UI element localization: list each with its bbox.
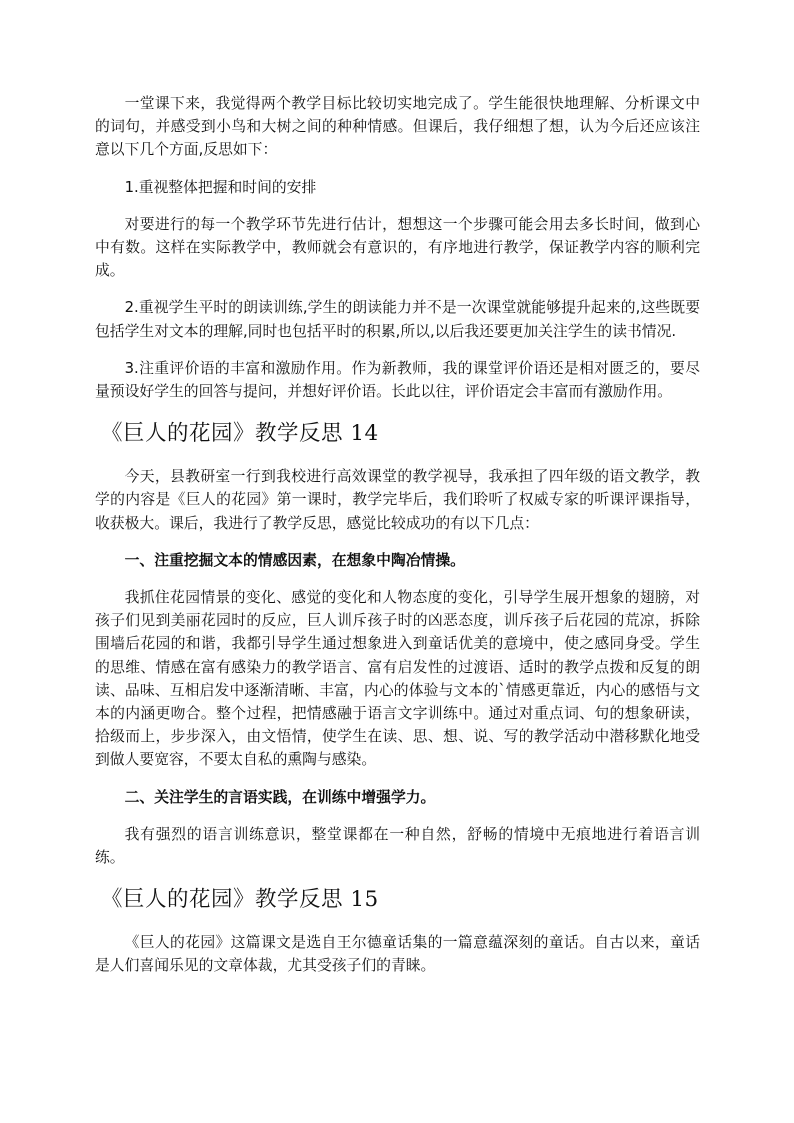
section-15-intro: 《巨人的花园》这篇课文是选自王尔德童话集的一篇意蕴深刻的童话。自古以来，童话是人们喜闻乐见的文章体裁，尤其受孩子们的青睐。 [95, 934, 700, 975]
paragraph-summary: 一堂课下来，我觉得两个教学目标比较切实地完成了。学生能很快地理解、分析课文中的词句，并感受到小鸟和大树之间的种种情感。但课后，我仔细想了想，认为今后还应该注意以下几个方面,反思如下： [95, 95, 700, 159]
section-14-intro: 今天，县教研室一行到我校进行高效课堂的教学视导，我承担了四年级的语文教学，教学的内容是《巨人的花园》第一课时，教学完毕后，我们聆听了权威专家的听课评课指导，收获极大。课后，我进行了教学反思，感觉比较成功的有以下几点： [95, 468, 700, 532]
section-14-point-2-heading: 二、关注学生的言语实践，在训练中增强学力。 [124, 788, 436, 806]
paragraph-point-2: 2.重视学生平时的朗读训练,学生的朗读能力并不是一次课堂就能够提升起来的,这些既要包括学生对文本的理解,同时也包括平时的积累,所以,以后我还要更加关注学生的读书情况. [95, 299, 700, 340]
section-15-title: 《巨人的花园》教学反思 15 [101, 887, 379, 913]
paragraph-point-1-title: 1.重视整体把握和时间的安排 [124, 178, 317, 196]
section-14-point-2-body: 我有强烈的语言训练意识，整堂课都在一种自然，舒畅的情境中无痕地进行着语言训练。 [95, 825, 700, 867]
document-page [95, 92, 700, 978]
paragraph-point-3: 3.注重评价语的丰富和激励作用。作为新教师，我的课堂评价语还是相对匮乏的，要尽量预设好学生的回答与提问，并想好评价语。长此以往，评价语定会丰富而有激励作用。 [95, 359, 700, 401]
paragraph-point-1-body: 对要进行的每一个教学环节先进行估计，想想这一个步骤可能会用去多长时间，做到心中有数。这样在实际教学中，教师就会有意识的，有序地进行教学，保证教学内容的顺利完成。 [95, 215, 700, 280]
section-14-title: 《巨人的花园》教学反思 14 [101, 421, 379, 447]
section-14-point-1-heading: 一、注重挖掘文本的情感因素，在想象中陶冶情操。 [124, 551, 465, 569]
section-14-point-1-body: 我抓住花园情景的变化、感觉的变化和人物态度的变化，引导学生展开想象的翅膀，对孩子们见到美丽花园时的反应，巨人训斥孩子时的凶恶态度，训斥孩子后花园的荒凉，拆除围墙后花园的和谐，我都引导学生通过想象进入到童话优美的意境中，使之感同身受。学生的思维、情感在富有感染力的教学语言、富有启发性的过渡语、适时的教学点拨和反复的朗读、品味、互相启发中逐渐清晰、丰富，内心的体验与文本的`情感更靠近，内心的感悟与文本的内涵更吻合。整个过程，把情感融于语言文字训练中。通过对重点词、句的想象研读，拾级而上，步步深入，由文悟情，使学生在读、思、想、说、写的教学活动中潜移默化地受到做人要宽容，不要太自私的熏陶与感染。 [95, 589, 700, 769]
